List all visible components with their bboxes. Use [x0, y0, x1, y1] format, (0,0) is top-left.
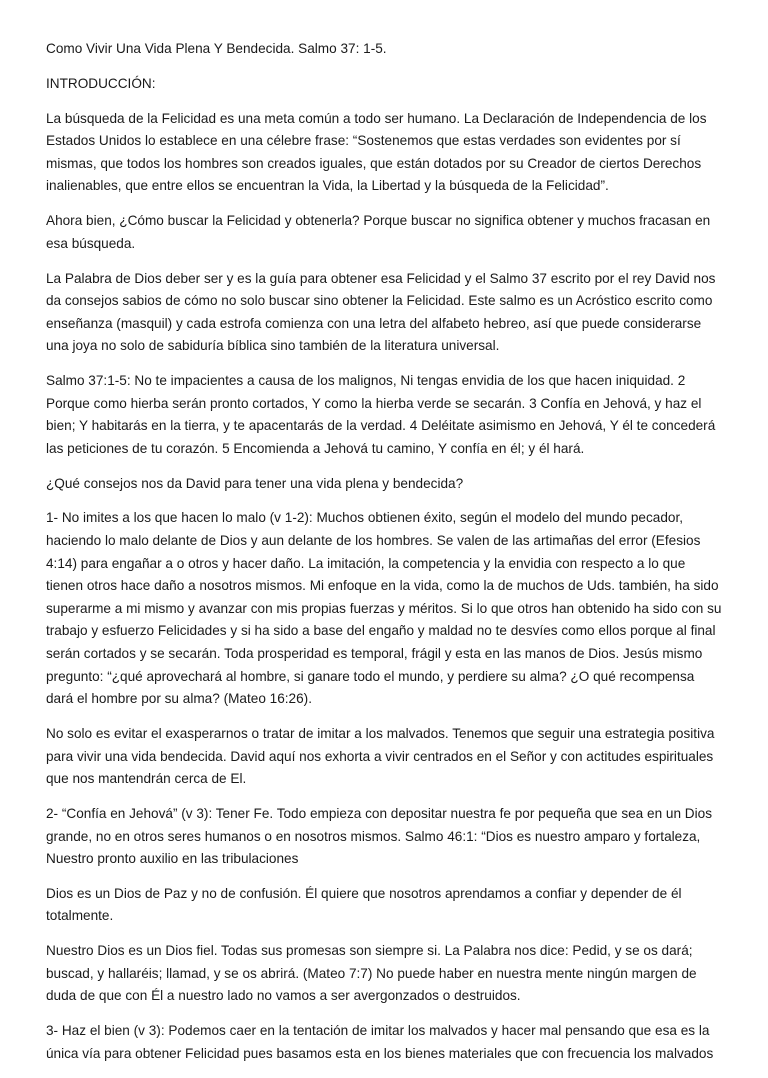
paragraph-faithful-god: Nuestro Dios es un Dios fiel. Todas sus promesas son siempre si. La Palabra nos dice: Pedid, y se os dará; buscad, y hallaréis; llamad, y se os abrirá. (Mateo 7:7) No puede haber en nuestra mente ningún margen de duda de que con Él a nuestro lado no vamos a ser avergonzados o destruidos.: [46, 943, 697, 1004]
document-title: Como Vivir Una Vida Plena Y Bendecida. Salmo 37: 1-5.: [46, 41, 387, 56]
paragraph-strategy: No solo es evitar el exasperarnos o tratar de imitar a los malvados. Tenemos que seguir una estrategia positiva para vivir una vida bendecida. David aquí nos exhorta a vivir centrados en el Señor y con actitudes espirituales que nos mantendrán cerca de El.: [46, 725, 715, 787]
paragraph-advice-question: ¿Qué consejos nos da David para tener una vida plena y bendecida?: [46, 475, 464, 491]
paragraph-psalm-text: Salmo 37:1-5: No te impacientes a causa de los malignos, Ni tengas envidia de los que hacen iniquidad. 2 Porque como hierba serán pronto cortados, Y como la hierba verde se secarán. 3 Confía en Jehová, y haz el bien; Y habitarás en la tierra, y te apacentarás de la verdad. 4 Deléitate asimismo en Jehová, Y él te concederá las peticiones de tu corazón. 5 Encomienda a Jehová tu camino, Y confía en él; y él hará.: [46, 373, 716, 456]
paragraph-point-3: 3- Haz el bien (v 3): Podemos caer en la tentación de imitar los malvados y hacer mal pensando que esa es la única vía para obtener Felicidad pues basamos esta en los bienes materiales que con frecuencia los malvados: [46, 1023, 714, 1061]
paragraph-psalm-intro: La Palabra de Dios deber ser y es la guía para obtener esa Felicidad y el Salmo 37 escrito por el rey David nos da consejos sabios de cómo no solo buscar sino obtener la Felicidad. Este salmo es un Acróstico escrito como enseñanza (masquil) y cada estrofa comienza con una letra del alfabeto hebreo, así que puede considerarse una joya no solo de sabiduría bíblica sino también de la literatura universal.: [46, 270, 716, 354]
paragraph-question: Ahora bien, ¿Cómo buscar la Felicidad y obtenerla? Porque buscar no significa obtener y muchos fracasan en esa búsqueda.: [46, 213, 711, 251]
paragraph-intro: La búsqueda de la Felicidad es una meta común a todo ser humano. La Declaración de Independencia de los Estados Unidos lo establece en una célebre frase: “Sostenemos que estas verdades son evidentes por sí mismas, que todos los hombres son creados iguales, que están dotados por su Creador de ciertos Derechos inalienables, que entre ellos se encuentran la Vida, la Libertad y la búsqueda de la Felicidad”.: [46, 110, 707, 194]
paragraph-point-2: 2- “Confía en Jehová” (v 3): Tener Fe. Todo empieza con depositar nuestra fe por pequeña que sea en un Dios grande, no en otros seres humanos o en nosotros mismos. Salmo 46:1: “Dios es nuestro amparo y fortaleza, Nuestro pronto auxilio en las tribulaciones: [46, 805, 712, 867]
document-page: [46, 38, 724, 1078]
section-heading: INTRODUCCIÓN:: [46, 75, 156, 91]
paragraph-point-1: 1- No imites a los que hacen lo malo (v 1-2): Muchos obtienen éxito, según el modelo del mundo pecador, haciendo lo malo delante de Dios y aun delante de los hombres. Se valen de las artimañas del error (Efesios 4:14) para engañar a o otros y hacer daño. La imitación, la competencia y la envidia con respecto a lo que tienen otros hace daño a nosotros mismos. Mi enfoque en la vida, como la de muchos de Uds. también, ha sido superarme a mi mismo y avanzar con mis propias fuerzas y méritos. Si lo que otros han obtenido ha sido con su trabajo y esfuerzo Felicidades y si ha sido a base del engaño y maldad no te desvíes como ellos porque al final serán cortados y se secarán. Toda prosperidad es temporal, frágil y esta en las manos de Dios. Jesús mismo pregunto: “¿qué aprovechará al hombre, si ganare todo el mundo, y perdiere su alma? ¿O qué recompensa dará el hombre por su alma? (Mateo 16:26).: [46, 510, 722, 707]
paragraph-god-of-peace: Dios es un Dios de Paz y no de confusión. Él quiere que nosotros aprendamos a confiar y depender de él totalmente.: [46, 885, 682, 924]
